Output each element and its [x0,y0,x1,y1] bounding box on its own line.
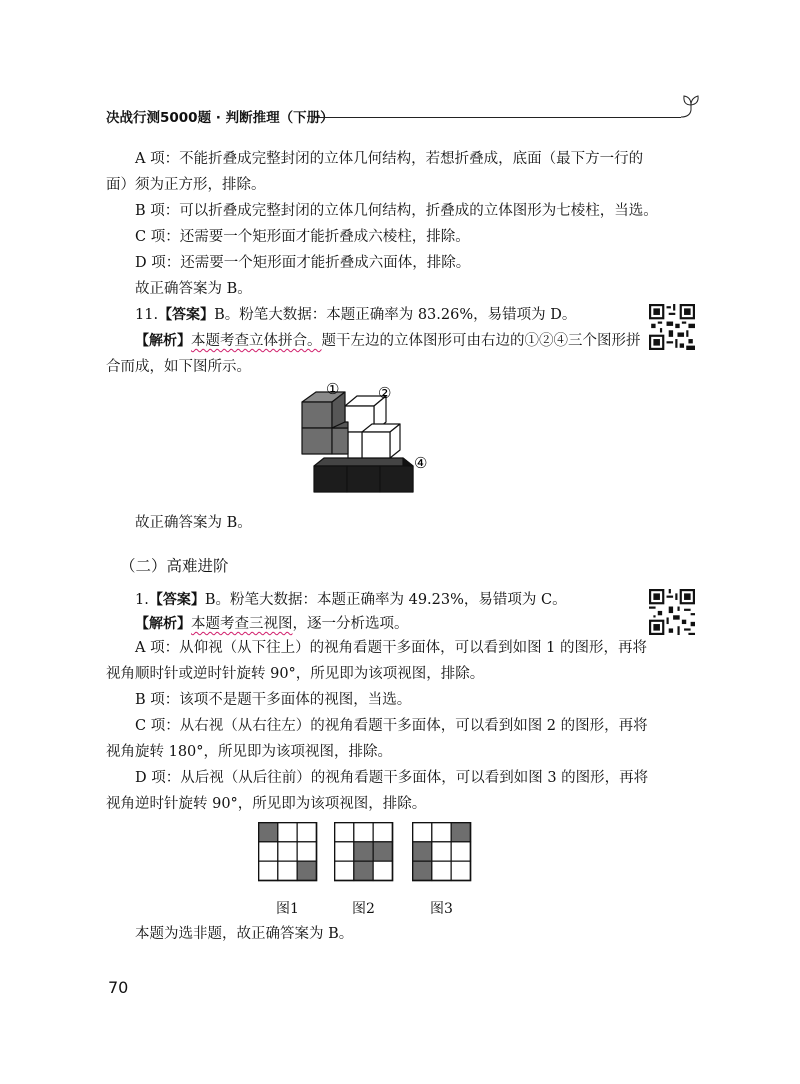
q1-option-b: B 项：该项不是题干多面体的视图，当选。 [135,692,412,708]
grid-cell [432,842,451,861]
grid-cell [451,861,470,880]
grid-cell [335,861,354,880]
analysis-highlight: 本题考查立体拼合。 [191,333,322,349]
view-grid-figure-3 [412,822,472,882]
grid-cell [354,842,373,861]
analysis-tag: 【解析】 [135,616,191,632]
q1-option-d-line2: 视角逆时针旋转 90°，所见即为该项视图，排除。 [106,796,427,812]
grid-cell [373,842,392,861]
figure-caption-1: 图1 [276,901,299,917]
grid-cell [335,842,354,861]
sprout-icon [676,90,706,120]
q1-option-a-line1: A 项：从仰视（从下往上）的视角看题干多面体，可以看到如图 1 的图形，再将 [135,640,648,656]
grid-cell [335,823,354,842]
label-2: ② [378,384,392,402]
analysis-highlight: 本题考查三视图 [191,616,293,632]
grid-cell [432,823,451,842]
grid-cell [278,861,297,880]
q11-analysis [135,331,641,351]
q1-option-d-line1: D 项：从后视（从后往前）的视角看题干多面体，可以看到如图 3 的图形，再将 [135,770,649,786]
conclusion: 故正确答案为 B。 [135,281,252,297]
option-d: D 项：还需要一个矩形面才能折叠成六面体，排除。 [135,255,471,271]
qr-code-icon [649,304,695,350]
book-title: 决战行测5000题 · 判断推理（下册） [106,110,334,126]
q11-answer [135,305,576,325]
view-grid-figure-2 [334,822,394,882]
q1-answer [135,590,567,610]
answer-tag: 【答案】 [158,307,215,323]
grid-cell [413,823,432,842]
q1-option-c-line2: 视角旋转 180°，所见即为该项视图，排除。 [106,744,393,760]
q1-analysis [135,614,409,634]
label-1: ① [326,380,340,398]
analysis-tag: 【解析】 [135,333,191,349]
grid-cell [259,823,278,842]
grid-cell [413,842,432,861]
page-number: 70 [108,978,129,997]
grid-cell [451,823,470,842]
q11-analysis-line2: 合而成，如下图所示。 [106,359,251,375]
view-grid-figure-1 [258,822,318,882]
answer-tag: 【答案】 [148,592,205,608]
q11-conclusion: 故正确答案为 B。 [135,515,252,531]
answer-text: B。粉笔大数据：本题正确率为 49.23%，易错项为 C。 [204,592,567,608]
grid-cell [259,842,278,861]
question-number: 11. [135,307,159,323]
section-heading: （二）高难进阶 [120,557,229,575]
label-4: ④ [414,454,428,472]
question-number: 1. [135,592,149,608]
grid-cell [413,861,432,880]
grid-cell [259,861,278,880]
grid-cell [278,842,297,861]
grid-cell [354,823,373,842]
analysis-text: 题干左边的立体图形可由右边的①②④三个图形拼 [321,333,641,349]
analysis-text: ，逐一分析选项。 [292,616,409,632]
grid-cell [297,861,316,880]
cube-assembly-figure [290,378,440,500]
option-b: B 项：可以折叠成完整封闭的立体几何结构，折叠成的立体图形为七棱柱，当选。 [135,203,658,219]
q1-conclusion: 本题为选非题，故正确答案为 B。 [135,926,354,942]
grid-cell [373,861,392,880]
qr-code-icon [649,589,695,635]
grid-cell [373,823,392,842]
grid-cell [432,861,451,880]
option-a-line2: 面）须为正方形，排除。 [106,177,266,193]
running-header [106,104,700,126]
grid-cell [297,823,316,842]
option-c: C 项：还需要一个矩形面才能折叠成六棱柱，排除。 [135,229,470,245]
option-a-line1: A 项：不能折叠成完整封闭的立体几何结构，若想折叠成，底面（最下方一行的 [135,151,644,167]
figure-caption-3: 图3 [430,901,453,917]
grid-cell [278,823,297,842]
grid-cell [354,861,373,880]
header-rule [314,117,681,118]
figure-caption-2: 图2 [352,901,375,917]
grid-cell [297,842,316,861]
answer-text: B。粉笔大数据：本题正确率为 83.26%，易错项为 D。 [214,307,577,323]
q1-option-a-line2: 视角顺时针或逆时针旋转 90°，所见即为该项视图，排除。 [106,666,485,682]
grid-cell [451,842,470,861]
q1-option-c-line1: C 项：从右视（从右往左）的视角看题干多面体，可以看到如图 2 的图形，再将 [135,718,648,734]
